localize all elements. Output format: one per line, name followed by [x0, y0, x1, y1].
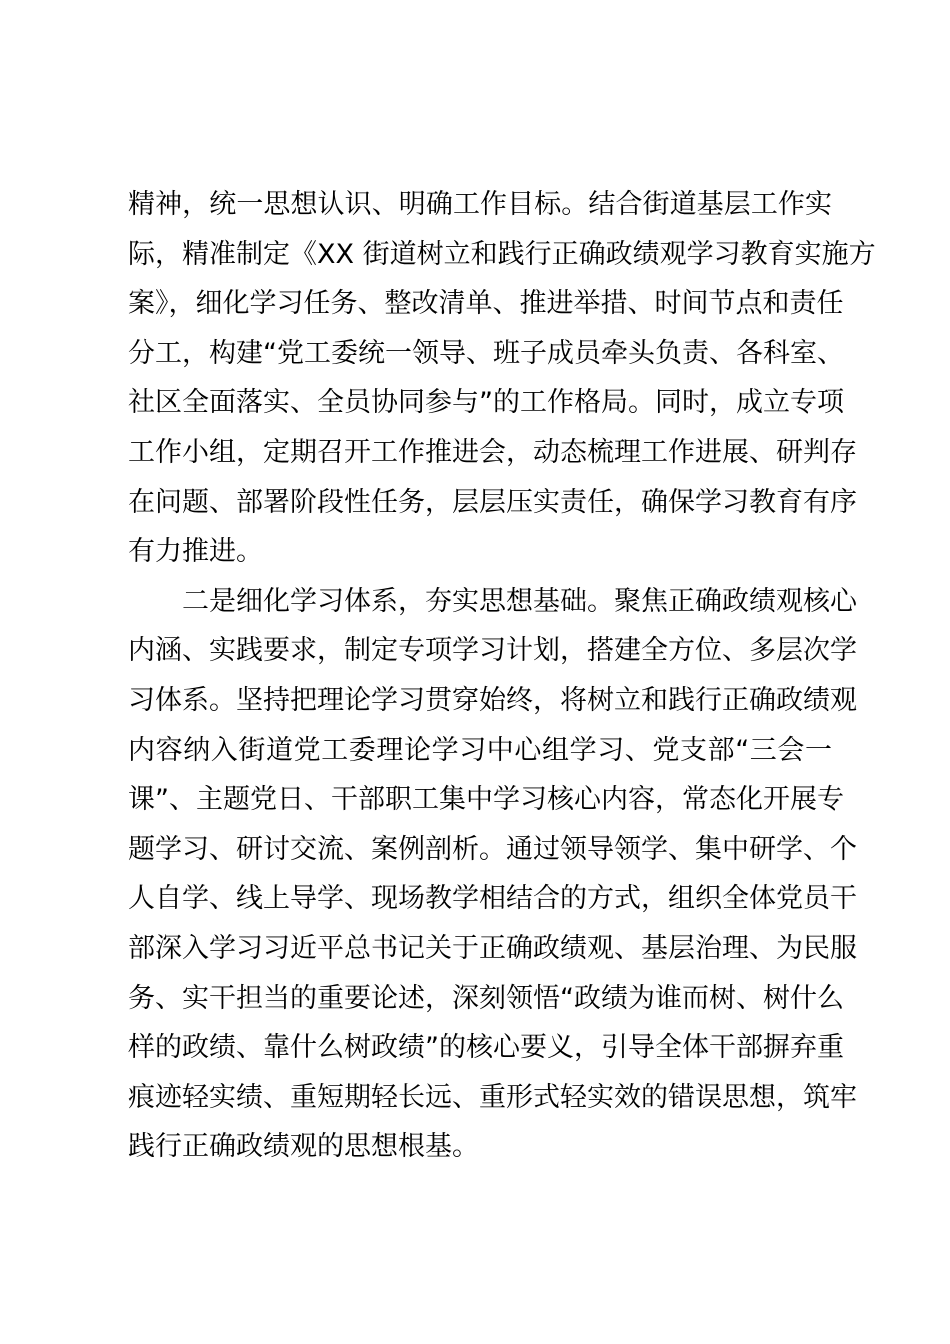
paragraph-line: 题学习、研讨交流、案例剖析。通过领导领学、集中研学、个 [128, 833, 857, 865]
paragraph-line: 部深入学习习近平总书记关于正确政绩观、基层治理、为民服 [128, 932, 857, 964]
paragraph-line: 践行正确政绩观的思想根基。 [128, 1131, 479, 1163]
paragraph-line: 在问题、部署阶段性任务，层层压实责任，确保学习教育有序 [128, 486, 857, 518]
paragraph-line: 痕迹轻实绩、重短期轻长远、重形式轻实效的错误思想，筑牢 [128, 1081, 857, 1113]
paragraph-line: 务、实干担当的重要论述，深刻领悟“政绩为谁而树、树什么 [128, 982, 844, 1014]
paragraph-line: 分工，构建“党工委统一领导、班子成员牵头负责、各科室、 [128, 337, 844, 369]
paragraph-line: 习体系。坚持把理论学习贯穿始终，将树立和践行正确政绩观 [128, 684, 857, 716]
paragraph-2 [128, 577, 857, 1172]
paragraph-line: 课”、主题党日、干部职工集中学习核心内容，常态化开展专 [128, 784, 844, 816]
paragraph-line: 人自学、线上导学、现场教学相结合的方式，组织全体党员干 [128, 883, 857, 915]
paragraph-line: 样的政绩、靠什么树政绩”的核心要义，引导全体干部摒弃重 [128, 1032, 844, 1064]
paragraph-line: 精神，统一思想认识、明确工作目标。结合街道基层工作实 [128, 189, 832, 220]
document-body [128, 180, 876, 1172]
paragraph-1 [128, 180, 876, 577]
paragraph-line: 社区全面落实、全员协同参与”的工作格局。同时，成立专项 [128, 387, 844, 419]
paragraph-line: 际，精准制定《XX 街道树立和践行正确政绩观学习教育实施方 [128, 238, 876, 270]
paragraph-line: 内涵、实践要求，制定专项学习计划，搭建全方位、多层次学 [128, 635, 857, 667]
paragraph-line: 有力推进。 [128, 536, 263, 568]
paragraph-line: 工作小组，定期召开工作推进会，动态梳理工作进展、研判存 [128, 436, 857, 468]
paragraph-line: 二是细化学习体系，夯实思想基础。聚焦正确政绩观核心 [182, 585, 857, 617]
paragraph-line: 内容纳入街道党工委理论学习中心组学习、党支部“三会一 [128, 734, 832, 766]
paragraph-line: 案》，细化学习任务、整改清单、推进举措、时间节点和责任 [128, 288, 844, 320]
